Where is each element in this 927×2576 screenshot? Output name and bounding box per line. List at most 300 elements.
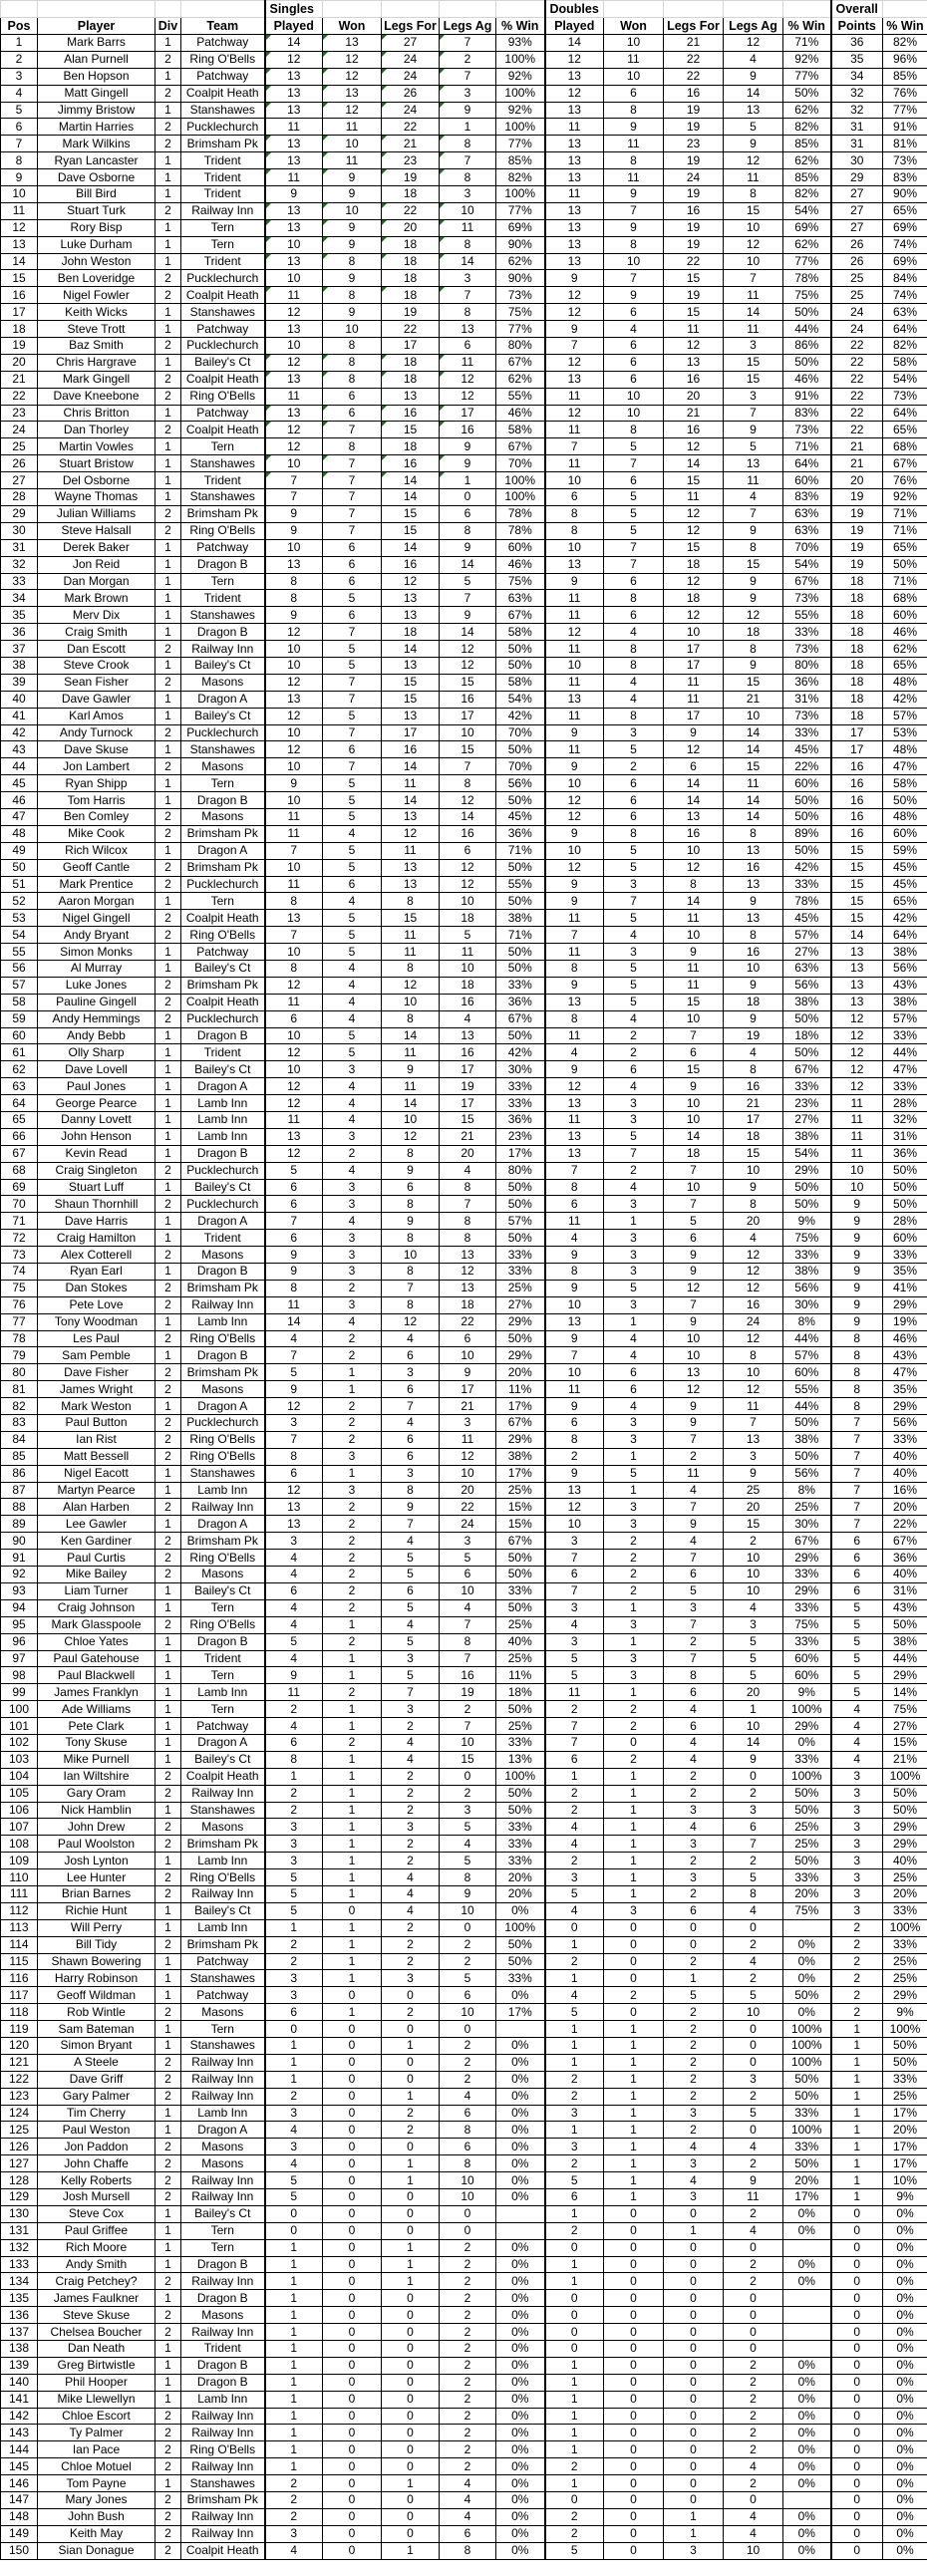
cell-singles-legs-for: 0 <box>382 2139 440 2155</box>
cell-pos: 9 <box>1 169 38 186</box>
cell-singles-won: 3 <box>323 1482 382 1499</box>
cell-overall-points: 11 <box>831 1112 883 1129</box>
cell-doubles-won: 3 <box>604 1196 664 1213</box>
cell-singles-played: 1 <box>265 2071 323 2088</box>
cell-singles-won: 1 <box>323 1953 382 1970</box>
cell-singles-win-pct: 36% <box>496 825 545 842</box>
cell-singles-won: 0 <box>323 2425 382 2441</box>
cell-doubles-legs-for: 14 <box>664 792 724 809</box>
cell-div: 2 <box>155 2172 181 2189</box>
cell-doubles-win-pct: 0% <box>783 2425 831 2441</box>
cell-doubles-played: 1 <box>545 2408 604 2425</box>
cell-doubles-won: 3 <box>604 1499 664 1516</box>
cell-doubles-legs-ag: 0 <box>724 2021 783 2038</box>
cell-team: Stanshawes <box>181 2037 265 2054</box>
cell-player: Nigel Gingell <box>38 910 155 927</box>
cell-doubles-legs-ag: 0 <box>724 2122 783 2139</box>
cell-singles-played: 9 <box>265 775 323 792</box>
cell-overall-points: 1 <box>831 2122 883 2139</box>
cell-singles-win-pct: 50% <box>496 859 545 876</box>
cell-doubles-legs-ag: 9 <box>724 68 783 85</box>
cell-pos: 93 <box>1 1582 38 1599</box>
cell-player: Dan Stokes <box>38 1280 155 1296</box>
cell-singles-legs-for: 2 <box>382 2105 440 2122</box>
cell-team: Stanshawes <box>181 102 265 119</box>
cell-singles-played: 7 <box>265 842 323 859</box>
cell-player: Bill Bird <box>38 186 155 203</box>
cell-singles-win-pct: 71% <box>496 842 545 859</box>
cell-singles-win-pct: 90% <box>496 270 545 287</box>
cell-singles-legs-for: 3 <box>382 1701 440 1718</box>
cell-overall-points: 8 <box>831 1381 883 1398</box>
cell-singles-win-pct: 29% <box>496 1313 545 1330</box>
cell-singles-played: 8 <box>265 893 323 910</box>
table-row <box>1 2290 927 2307</box>
cell-team: Masons <box>181 1381 265 1398</box>
cell-doubles-legs-for: 0 <box>664 2341 724 2358</box>
cell-doubles-legs-ag: 2 <box>724 1533 783 1550</box>
cell-pos: 49 <box>1 842 38 859</box>
cell-singles-win-pct: 80% <box>496 1162 545 1179</box>
cell-singles-legs-for: 4 <box>382 1869 440 1886</box>
cell-doubles-played: 10 <box>545 775 604 792</box>
cell-overall-win-pct: 0% <box>883 2458 927 2475</box>
table-row <box>1 1078 927 1095</box>
cell-pos: 137 <box>1 2324 38 2341</box>
cell-overall-win-pct: 57% <box>883 708 927 724</box>
cell-doubles-won: 3 <box>604 876 664 893</box>
cell-doubles-legs-for: 0 <box>664 1936 724 1953</box>
cell-overall-points: 9 <box>831 1264 883 1281</box>
cell-overall-win-pct: 29% <box>883 1987 927 2004</box>
table-row <box>1 1364 927 1381</box>
cell-player: James Faulkner <box>38 2290 155 2307</box>
cell-singles-legs-for: 5 <box>382 1667 440 1684</box>
cell-doubles-played: 0 <box>545 2290 604 2307</box>
cell-doubles-legs-ag: 10 <box>724 2004 783 2021</box>
cell-doubles-legs-ag: 9 <box>724 1751 783 1768</box>
cell-doubles-legs-for: 0 <box>664 2256 724 2273</box>
cell-team: Bailey's Ct <box>181 1582 265 1599</box>
cell-doubles-legs-ag: 2 <box>724 1970 783 1987</box>
table-row <box>1 1347 927 1364</box>
cell-team: Dragon A <box>181 1398 265 1415</box>
cell-doubles-legs-ag: 2 <box>724 2256 783 2273</box>
table-row <box>1 438 927 455</box>
cell-doubles-played: 6 <box>545 1751 604 1768</box>
cell-player: Liam Turner <box>38 1582 155 1599</box>
cell-doubles-win-pct: 38% <box>783 1264 831 1281</box>
cell-doubles-played: 13 <box>545 1482 604 1499</box>
cell-singles-legs-ag: 10 <box>440 1902 496 1919</box>
cell-singles-legs-ag: 2 <box>440 2441 496 2458</box>
cell-singles-legs-ag: 0 <box>440 2205 496 2222</box>
cell-player: Mike Llewellyn <box>38 2391 155 2408</box>
cell-div: 1 <box>155 2105 181 2122</box>
cell-singles-won: 0 <box>323 2374 382 2391</box>
table-row <box>1 422 927 438</box>
cell-player: Ken Gardiner <box>38 1533 155 1550</box>
cell-singles-win-pct: 60% <box>496 539 545 556</box>
cell-doubles-win-pct: 56% <box>783 1280 831 1296</box>
cell-singles-played: 13 <box>265 136 323 152</box>
cell-overall-points: 5 <box>831 1667 883 1684</box>
cell-pos: 87 <box>1 1482 38 1499</box>
cell-doubles-won: 0 <box>604 2324 664 2341</box>
cell-singles-legs-for: 0 <box>382 2458 440 2475</box>
cell-singles-legs-ag: 8 <box>440 2155 496 2172</box>
cell-pos: 91 <box>1 1550 38 1567</box>
cell-team: Tern <box>181 893 265 910</box>
cell-doubles-won: 6 <box>604 1364 664 1381</box>
cell-singles-legs-for: 8 <box>382 1482 440 1499</box>
cell-player: Mary Jones <box>38 2492 155 2509</box>
cell-singles-won: 5 <box>323 1044 382 1061</box>
cell-singles-legs-for: 15 <box>382 522 440 539</box>
cell-doubles-legs-for: 7 <box>664 1499 724 1516</box>
cell-overall-win-pct: 65% <box>883 657 927 674</box>
cell-singles-won: 8 <box>323 354 382 371</box>
cell-pos: 32 <box>1 556 38 573</box>
cell-doubles-played: 9 <box>545 1465 604 1482</box>
cell-doubles-win-pct: 85% <box>783 136 831 152</box>
cell-player: Rich Moore <box>38 2239 155 2256</box>
cell-overall-win-pct: 41% <box>883 1280 927 1296</box>
cell-player: Andy Bebb <box>38 1027 155 1044</box>
cell-overall-points: 27 <box>831 219 883 236</box>
cell-singles-legs-for: 5 <box>382 1550 440 1567</box>
cell-player: John Chaffe <box>38 2155 155 2172</box>
cell-singles-played: 10 <box>265 641 323 658</box>
cell-singles-won: 3 <box>323 1061 382 1078</box>
cell-singles-win-pct <box>496 2205 545 2222</box>
cell-doubles-won: 0 <box>604 2222 664 2239</box>
cell-overall-points: 15 <box>831 842 883 859</box>
cell-doubles-legs-ag: 20 <box>724 1213 783 1230</box>
cell-player: Tony Woodman <box>38 1313 155 1330</box>
cell-div: 1 <box>155 1701 181 1718</box>
cell-team: Patchway <box>181 944 265 961</box>
cell-doubles-legs-for: 4 <box>664 1701 724 1718</box>
column-header-row <box>1 18 927 35</box>
cell-overall-win-pct: 0% <box>883 2290 927 2307</box>
cell-player: Derek Baker <box>38 539 155 556</box>
cell-singles-legs-for: 11 <box>382 1044 440 1061</box>
cell-overall-win-pct: 33% <box>883 1936 927 1953</box>
cell-singles-won: 8 <box>323 338 382 355</box>
cell-overall-points: 26 <box>831 236 883 253</box>
cell-singles-legs-ag: 2 <box>440 2290 496 2307</box>
cell-overall-points: 21 <box>831 438 883 455</box>
cell-singles-win-pct: 33% <box>496 977 545 994</box>
cell-doubles-win-pct: 33% <box>783 1869 831 1886</box>
cell-doubles-played: 8 <box>545 522 604 539</box>
cell-doubles-played: 11 <box>545 1684 604 1701</box>
cell-singles-legs-for: 7 <box>382 1684 440 1701</box>
cell-doubles-legs-for: 0 <box>664 2290 724 2307</box>
table-row <box>1 556 927 573</box>
cell-doubles-legs-ag: 2 <box>724 2088 783 2105</box>
cell-singles-legs-ag: 6 <box>440 1567 496 1583</box>
cell-player: Dave Kneebone <box>38 388 155 405</box>
cell-singles-legs-ag: 13 <box>440 1280 496 1296</box>
cell-div: 2 <box>155 2425 181 2441</box>
cell-overall-win-pct: 0% <box>883 2542 927 2559</box>
cell-doubles-win-pct: 50% <box>783 1802 831 1819</box>
cell-doubles-played: 12 <box>545 85 604 102</box>
cell-singles-played: 2 <box>265 1802 323 1819</box>
cell-singles-won: 1 <box>323 1919 382 1936</box>
cell-singles-played: 6 <box>265 1465 323 1482</box>
cell-singles-played: 9 <box>265 1381 323 1398</box>
cell-overall-points: 12 <box>831 1078 883 1095</box>
blank-cell <box>883 1 927 18</box>
cell-singles-legs-for: 2 <box>382 1919 440 1936</box>
cell-overall-points: 18 <box>831 641 883 658</box>
table-row <box>1 2525 927 2542</box>
cell-singles-legs-for: 2 <box>382 1768 440 1785</box>
cell-singles-legs-ag: 6 <box>440 2139 496 2155</box>
cell-doubles-legs-for: 2 <box>664 1448 724 1465</box>
cell-doubles-win-pct <box>783 2239 831 2256</box>
cell-doubles-legs-ag: 11 <box>724 287 783 304</box>
cell-doubles-won: 9 <box>604 219 664 236</box>
cell-overall-points: 5 <box>831 1633 883 1650</box>
cell-singles-win-pct: 42% <box>496 1044 545 1061</box>
table-row <box>1 657 927 674</box>
cell-singles-legs-ag: 10 <box>440 1734 496 1751</box>
cell-singles-win-pct: 90% <box>496 236 545 253</box>
cell-player: Jimmy Bristow <box>38 102 155 119</box>
cell-singles-legs-for: 27 <box>382 35 440 52</box>
cell-doubles-played: 2 <box>545 1953 604 1970</box>
cell-doubles-legs-for: 12 <box>664 338 724 355</box>
cell-singles-legs-ag: 10 <box>440 724 496 741</box>
cell-doubles-legs-ag: 8 <box>724 1347 783 1364</box>
cell-overall-win-pct: 25% <box>883 1970 927 1987</box>
cell-singles-played: 6 <box>265 1179 323 1196</box>
cell-singles-legs-ag: 9 <box>440 102 496 119</box>
cell-singles-legs-ag: 2 <box>440 2273 496 2290</box>
cell-singles-played: 1 <box>265 1919 323 1936</box>
cell-doubles-played: 1 <box>545 2037 604 2054</box>
cell-singles-won: 9 <box>323 169 382 186</box>
cell-doubles-legs-ag: 9 <box>724 1010 783 1027</box>
cell-doubles-win-pct: 70% <box>783 539 831 556</box>
cell-doubles-played: 13 <box>545 219 604 236</box>
cell-singles-played: 1 <box>265 2037 323 2054</box>
cell-overall-points: 6 <box>831 1582 883 1599</box>
cell-team: Tern <box>181 2021 265 2038</box>
cell-doubles-win-pct: 8% <box>783 1313 831 1330</box>
cell-pos: 8 <box>1 152 38 169</box>
cell-overall-win-pct: 71% <box>883 505 927 522</box>
cell-doubles-win-pct: 50% <box>783 792 831 809</box>
cell-overall-points: 17 <box>831 741 883 758</box>
cell-overall-win-pct: 50% <box>883 1196 927 1213</box>
cell-overall-win-pct: 9% <box>883 2004 927 2021</box>
cell-overall-win-pct: 40% <box>883 1448 927 1465</box>
cell-singles-won: 5 <box>323 1027 382 1044</box>
cell-player: Rory Bisp <box>38 219 155 236</box>
cell-singles-legs-ag: 0 <box>440 1768 496 1785</box>
cell-doubles-win-pct: 73% <box>783 422 831 438</box>
cell-doubles-win-pct: 46% <box>783 371 831 388</box>
cell-doubles-legs-ag: 12 <box>724 1280 783 1296</box>
cell-doubles-win-pct <box>783 2307 831 2324</box>
table-row <box>1 1179 927 1196</box>
cell-doubles-win-pct: 0% <box>783 1970 831 1987</box>
cell-singles-played: 3 <box>265 2525 323 2542</box>
cell-doubles-won: 2 <box>604 1718 664 1735</box>
cell-doubles-win-pct: 36% <box>783 674 831 691</box>
cell-div: 2 <box>155 1247 181 1264</box>
cell-singles-legs-for: 10 <box>382 994 440 1010</box>
cell-doubles-won: 1 <box>604 2189 664 2206</box>
cell-div: 2 <box>155 825 181 842</box>
cell-overall-win-pct: 56% <box>883 1415 927 1432</box>
cell-doubles-legs-for: 0 <box>664 2324 724 2341</box>
cell-pos: 85 <box>1 1448 38 1465</box>
cell-overall-win-pct: 35% <box>883 1264 927 1281</box>
cell-player: Pete Love <box>38 1296 155 1313</box>
cell-overall-win-pct: 38% <box>883 994 927 1010</box>
cell-singles-legs-ag: 7 <box>440 152 496 169</box>
cell-doubles-legs-for: 9 <box>664 724 724 741</box>
cell-doubles-win-pct: 0% <box>783 1936 831 1953</box>
table-row <box>1 1802 927 1819</box>
cell-team: Pucklechurch <box>181 1162 265 1179</box>
cell-doubles-win-pct: 33% <box>783 2139 831 2155</box>
cell-doubles-legs-ag: 3 <box>724 1616 783 1633</box>
cell-overall-points: 27 <box>831 202 883 219</box>
cell-singles-won: 6 <box>323 405 382 422</box>
cell-div: 2 <box>155 1550 181 1567</box>
cell-singles-played: 10 <box>265 657 323 674</box>
cell-singles-legs-ag: 12 <box>440 859 496 876</box>
cell-div: 2 <box>155 1296 181 1313</box>
cell-player: Mark Wilkins <box>38 136 155 152</box>
cell-overall-points: 25 <box>831 287 883 304</box>
cell-singles-won: 4 <box>323 994 382 1010</box>
cell-singles-played: 5 <box>265 1902 323 1919</box>
table-row <box>1 455 927 472</box>
cell-doubles-won: 5 <box>604 438 664 455</box>
cell-doubles-legs-ag: 2 <box>724 2205 783 2222</box>
cell-player: Gary Palmer <box>38 2088 155 2105</box>
cell-doubles-win-pct: 20% <box>783 2172 831 2189</box>
cell-team: Coalpit Heath <box>181 994 265 1010</box>
cell-overall-win-pct: 75% <box>883 1701 927 1718</box>
cell-singles-win-pct: 50% <box>496 1567 545 1583</box>
cell-team: Tern <box>181 1599 265 1616</box>
cell-singles-legs-for: 23 <box>382 152 440 169</box>
cell-singles-won: 5 <box>323 641 382 658</box>
cell-overall-points: 2 <box>831 1987 883 2004</box>
cell-player: Sean Fisher <box>38 674 155 691</box>
cell-doubles-played: 11 <box>545 1381 604 1398</box>
cell-pos: 138 <box>1 2341 38 2358</box>
cell-doubles-legs-for: 10 <box>664 1010 724 1027</box>
cell-doubles-won: 5 <box>604 505 664 522</box>
cell-singles-played: 14 <box>265 35 323 52</box>
cell-singles-won: 4 <box>323 1010 382 1027</box>
cell-doubles-played: 11 <box>545 186 604 203</box>
cell-doubles-won: 5 <box>604 910 664 927</box>
cell-overall-points: 31 <box>831 119 883 136</box>
cell-doubles-legs-for: 0 <box>664 2408 724 2425</box>
cell-overall-points: 9 <box>831 1296 883 1313</box>
cell-overall-points: 22 <box>831 388 883 405</box>
cell-overall-points: 8 <box>831 1330 883 1347</box>
cell-div: 2 <box>155 85 181 102</box>
cell-singles-won: 1 <box>323 1616 382 1633</box>
cell-singles-played: 6 <box>265 2004 323 2021</box>
cell-doubles-won: 4 <box>604 674 664 691</box>
cell-overall-win-pct: 71% <box>883 573 927 590</box>
cell-pos: 31 <box>1 539 38 556</box>
cell-team: Brimsham Pk <box>181 136 265 152</box>
cell-singles-legs-for: 4 <box>382 1415 440 1432</box>
cell-singles-legs-ag: 8 <box>440 1869 496 1886</box>
cell-singles-legs-ag: 6 <box>440 2525 496 2542</box>
cell-doubles-legs-for: 11 <box>664 489 724 506</box>
cell-team: Brimsham Pk <box>181 977 265 994</box>
cell-overall-points: 0 <box>831 2408 883 2425</box>
cell-doubles-win-pct: 44% <box>783 1398 831 1415</box>
cell-pos: 150 <box>1 2542 38 2559</box>
cell-overall-points: 21 <box>831 455 883 472</box>
cell-singles-win-pct: 42% <box>496 708 545 724</box>
cell-div: 2 <box>155 1196 181 1213</box>
cell-player: Craig Johnson <box>38 1599 155 1616</box>
cell-player: Dave Osborne <box>38 169 155 186</box>
cell-overall-win-pct: 22% <box>883 1516 927 1533</box>
cell-doubles-won: 2 <box>604 1550 664 1567</box>
cell-team: Dragon B <box>181 624 265 641</box>
table-row <box>1 1296 927 1313</box>
cell-singles-legs-for: 3 <box>382 1364 440 1381</box>
cell-singles-win-pct: 20% <box>496 1885 545 1902</box>
cell-singles-legs-for: 13 <box>382 657 440 674</box>
cell-overall-win-pct: 0% <box>883 2475 927 2492</box>
cell-div: 1 <box>155 2021 181 2038</box>
cell-overall-points: 18 <box>831 708 883 724</box>
cell-pos: 33 <box>1 573 38 590</box>
cell-div: 2 <box>155 505 181 522</box>
cell-singles-won: 1 <box>323 2004 382 2021</box>
cell-doubles-won: 3 <box>604 1247 664 1264</box>
cell-singles-win-pct: 63% <box>496 590 545 607</box>
cell-doubles-played: 4 <box>545 1902 604 1919</box>
cell-singles-won: 7 <box>323 691 382 708</box>
cell-singles-legs-for: 14 <box>382 539 440 556</box>
cell-doubles-legs-for: 22 <box>664 68 724 85</box>
cell-doubles-legs-ag: 13 <box>724 876 783 893</box>
cell-div: 1 <box>155 2037 181 2054</box>
cell-singles-won: 1 <box>323 1768 382 1785</box>
cell-singles-legs-for: 14 <box>382 758 440 775</box>
cell-doubles-won: 6 <box>604 472 664 489</box>
table-row <box>1 321 927 338</box>
cell-doubles-played: 6 <box>545 1567 604 1583</box>
cell-doubles-won: 5 <box>604 960 664 977</box>
cell-singles-legs-ag: 9 <box>440 1885 496 1902</box>
cell-singles-win-pct: 33% <box>496 1734 545 1751</box>
cell-singles-legs-for: 0 <box>382 2391 440 2408</box>
cell-div: 2 <box>155 994 181 1010</box>
cell-overall-win-pct: 31% <box>883 1128 927 1145</box>
